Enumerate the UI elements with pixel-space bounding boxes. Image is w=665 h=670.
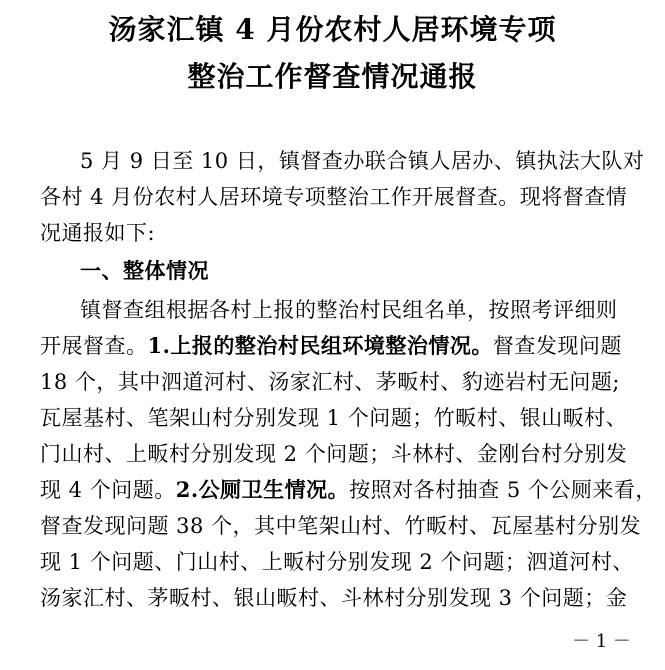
page-number: － 1 － [572,631,631,652]
intro-line-1: 5 月 9 日至 10 日，镇督查办联合镇人居办、镇执法大队对 [80,149,645,173]
body-line-4: 瓦屋基村、笔架山村分别发现 1 个问题；竹畈村、银山畈村、 [40,406,628,430]
body-line-8: 现 1 个问题、门山村、上畈村分别发现 2 个问题；泗道河村、 [40,550,634,574]
subheading-1: 1.上报的整治村民组环境整治情况。 [147,333,493,358]
body-line-3: 18 个，其中泗道河村、汤家汇村、茅畈村、豹迹岩村无问题; [40,370,620,394]
intro-line-2: 各村 4 月份农村人居环境专项整治工作开展督查。现将督查情 [40,185,628,209]
section-heading: 一、整体情况 [80,258,209,283]
subheading-2: 2.公厕卫生情况。 [175,477,350,502]
intro-line-3: 况通报如下: [40,221,156,245]
body-line-5: 门山村、上畈村分别发现 2 个问题；斗林村、金刚台村分别发 [40,442,628,466]
body-text: 现 4 个问题。 [40,478,176,502]
body-text: 按照对各村抽查 5 个公厕来看， [349,478,657,502]
body-line-7: 督查发现问题 38 个，其中笔架山村、竹畈村、瓦屋基村分别发 [40,514,642,538]
body-text: 开展督查。 [40,334,148,358]
body-text: 督查发现问题 [492,334,622,358]
body-line-1: 镇督查组根据各村上报的整治村民组名单，按照考评细则 [80,298,618,322]
title-line-2: 整治工作督查情况通报 [187,60,478,93]
title-line-1: 汤家汇镇 4 月份农村人居环境专项 [108,13,557,46]
body-line-6 [40,476,657,504]
body-line-9: 汤家汇村、茅畈村、银山畈村、斗林村分别发现 3 个问题；金 [40,586,628,610]
body-line-2 [40,332,622,360]
